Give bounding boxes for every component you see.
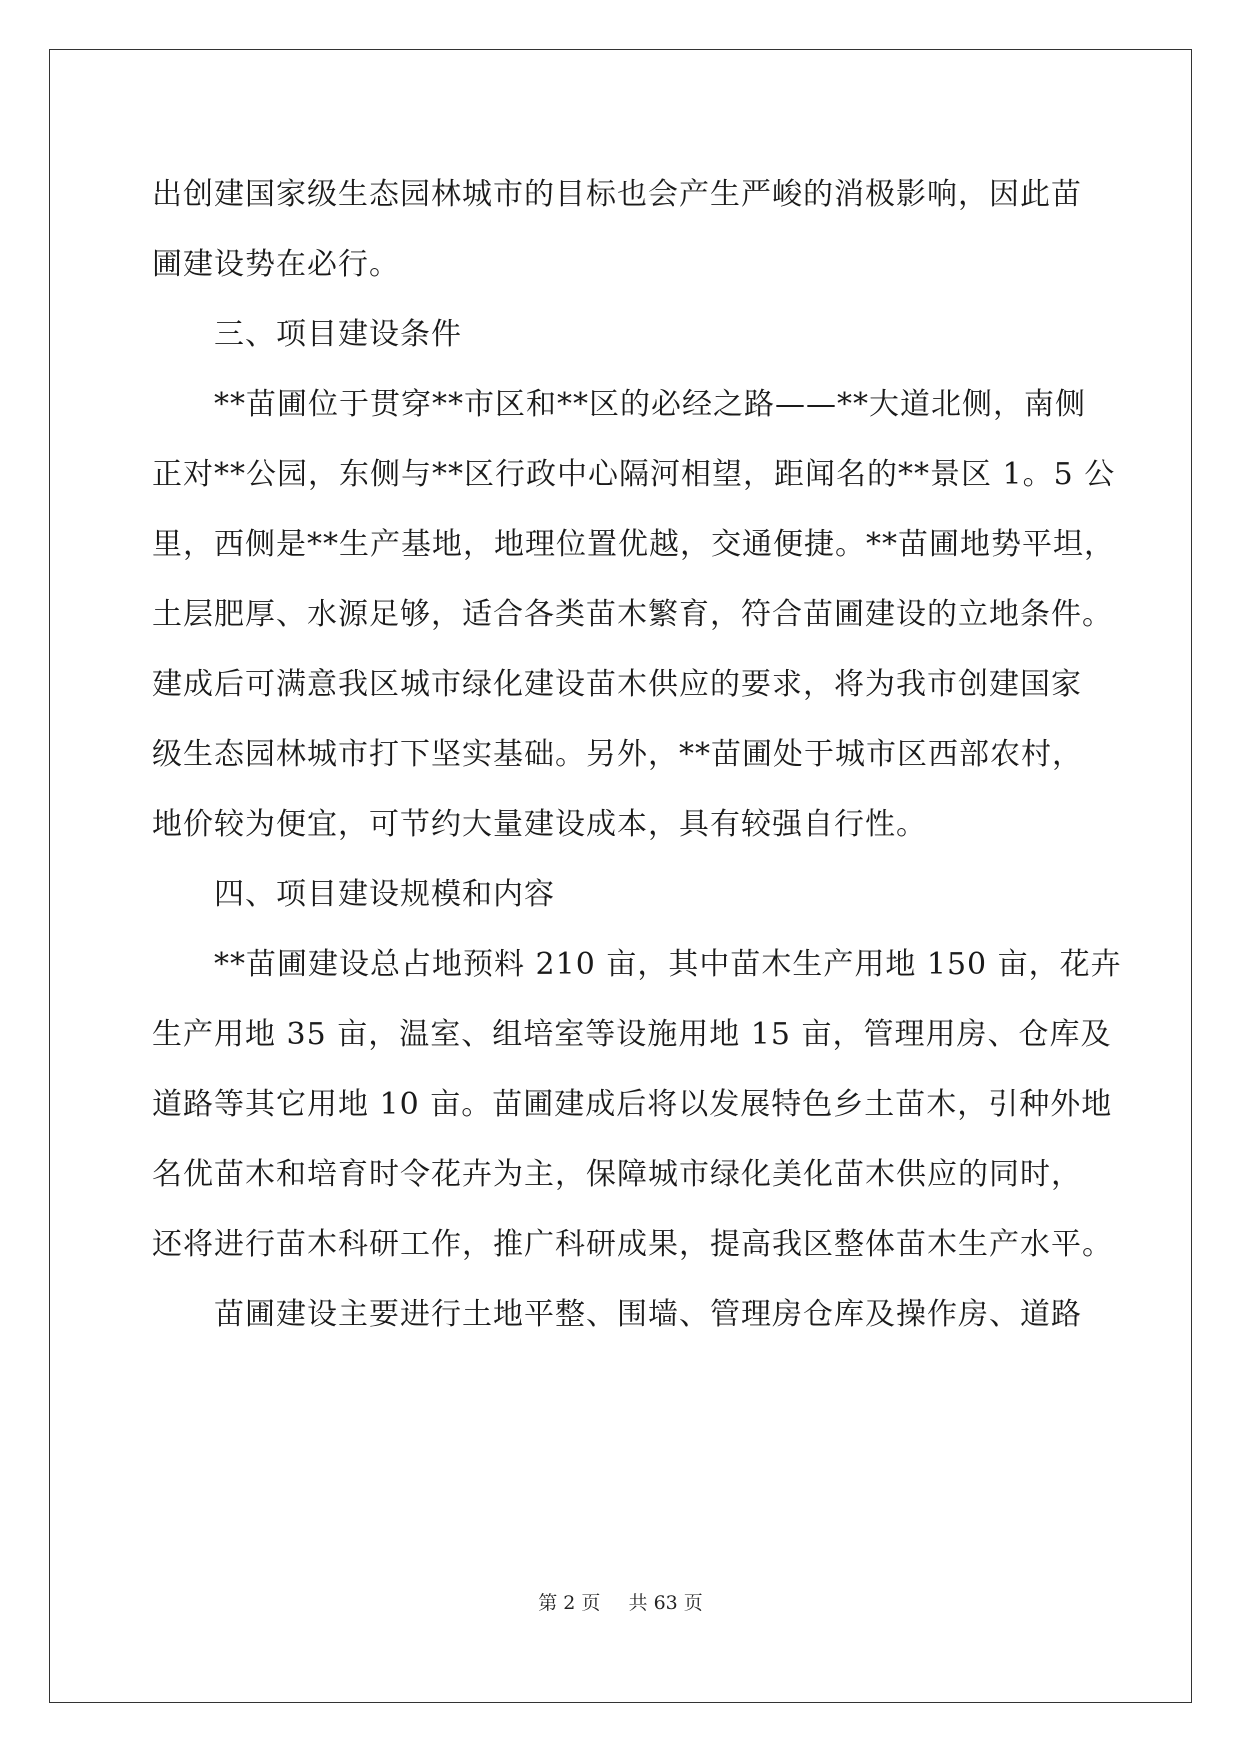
paragraph-line: 级生态园林城市打下坚实基础。另外，**苗圃处于城市区西部农村， xyxy=(152,737,1083,772)
paragraph-line: 里，西侧是**生产基地，地理位置优越，交通便捷。**苗圃地势平坦， xyxy=(152,527,1115,562)
paragraph-line: 圃建设势在必行。 xyxy=(152,247,400,282)
section-heading: 三、项目建设条件 xyxy=(214,317,462,352)
paragraph-line: **苗圃建设总占地预料 210 亩，其中苗木生产用地 150 亩，花卉 xyxy=(214,947,1122,982)
section-heading: 四、项目建设规模和内容 xyxy=(214,877,555,912)
page-total: 共 63 页 xyxy=(628,1592,703,1614)
paragraph-line: 道路等其它用地 10 亩。苗圃建成后将以发展特色乡土苗木，引种外地 xyxy=(152,1087,1113,1122)
paragraph-line: 还将进行苗木科研工作，推广科研成果，提高我区整体苗木生产水平。 xyxy=(152,1227,1113,1262)
paragraph-line: 建成后可满意我区城市绿化建设苗木供应的要求，将为我市创建国家 xyxy=(152,667,1082,702)
paragraph-line: 苗圃建设主要进行土地平整、围墙、管理房仓库及操作房、道路 xyxy=(214,1297,1082,1332)
paragraph-line: 土层肥厚、水源足够，适合各类苗木繁育，符合苗圃建设的立地条件。 xyxy=(152,597,1113,632)
paragraph-line: 正对**公园，东侧与**区行政中心隔河相望，距闻名的**景区 1。5 公 xyxy=(152,457,1116,492)
paragraph-line: 名优苗木和培育时令花卉为主，保障城市绿化美化苗木供应的同时， xyxy=(152,1157,1082,1192)
document-body xyxy=(152,160,1122,1350)
paragraph-line: 地价较为便宜，可节约大量建设成本，具有较强自行性。 xyxy=(152,807,927,842)
page-footer xyxy=(0,1588,1241,1615)
page-number: 第 2 页 xyxy=(538,1592,601,1614)
paragraph-line: **苗圃位于贯穿**市区和**区的必经之路——**大道北侧，南侧 xyxy=(214,387,1086,422)
paragraph-line: 生产用地 35 亩，温室、组培室等设施用地 15 亩，管理用房、仓库及 xyxy=(152,1017,1112,1052)
paragraph-line: 出创建国家级生态园林城市的目标也会产生严峻的消极影响，因此苗 xyxy=(152,177,1082,212)
